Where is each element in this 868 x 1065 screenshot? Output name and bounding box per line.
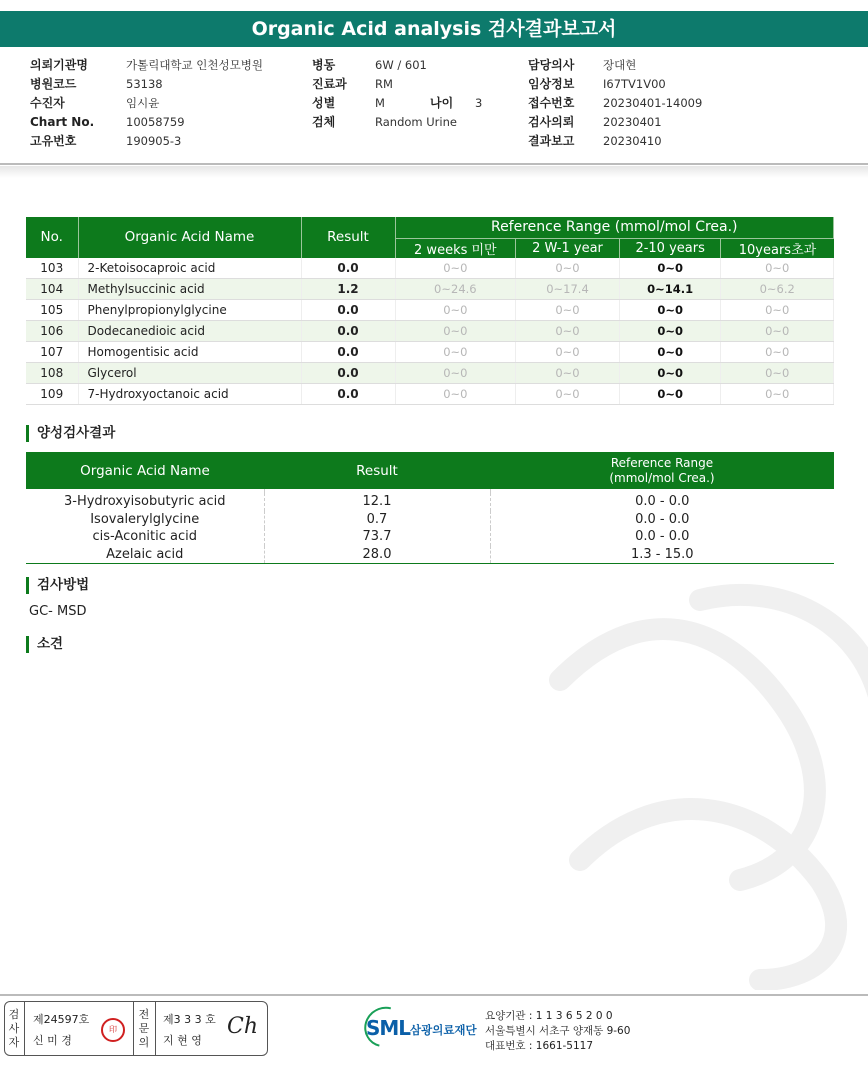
row-ref: 0~0 bbox=[721, 258, 834, 279]
row-ref: 0~0 bbox=[619, 321, 721, 342]
row-no: 104 bbox=[26, 279, 78, 300]
age-value: 3 bbox=[475, 96, 483, 110]
row-result: 1.2 bbox=[301, 279, 395, 300]
meta-row bbox=[528, 94, 703, 113]
meta-row bbox=[528, 75, 666, 94]
table-row bbox=[26, 528, 834, 546]
row-ref: 0~0 bbox=[619, 384, 721, 405]
row-ref: 0~0 bbox=[721, 363, 834, 384]
row-ref: 0~0 bbox=[721, 300, 834, 321]
section-opinion: 소견 bbox=[26, 636, 63, 653]
subheader-range: 2 weeks 미만 bbox=[395, 238, 516, 258]
col-header-name: Organic Acid Name bbox=[78, 217, 301, 258]
meta-label: 접수번호 bbox=[528, 96, 575, 110]
meta-column-2 bbox=[312, 56, 483, 132]
row-name: Methylsuccinic acid bbox=[78, 279, 301, 300]
meta-row bbox=[30, 94, 160, 113]
row-result: 0.0 bbox=[301, 384, 395, 405]
row-ref: 0~0 bbox=[516, 300, 620, 321]
meta-row bbox=[312, 56, 427, 75]
tester-label: 검 사 자 bbox=[8, 1008, 20, 1049]
meta-value: Random Urine bbox=[375, 115, 457, 129]
meta-row bbox=[30, 113, 185, 132]
col-header-reference-range: Reference Range (mmol/mol Crea.) bbox=[395, 217, 834, 238]
meta-label: 병동 bbox=[312, 58, 336, 72]
row-no: 108 bbox=[26, 363, 78, 384]
col-header-name: Organic Acid Name bbox=[26, 452, 264, 489]
row-ref: 0~0 bbox=[395, 258, 516, 279]
table-row bbox=[26, 258, 834, 279]
ref-header-line2: (mmol/mol Crea.) bbox=[609, 470, 715, 485]
meta-label: 수진자 bbox=[30, 96, 65, 110]
table-row bbox=[26, 384, 834, 405]
tester-license-no: 제24597호 bbox=[33, 1013, 90, 1026]
signature-box bbox=[4, 1001, 268, 1056]
table-row bbox=[26, 363, 834, 384]
table-row bbox=[26, 279, 834, 300]
meta-row bbox=[312, 113, 457, 132]
subheader-range: 10years초과 bbox=[721, 238, 834, 258]
row-no: 109 bbox=[26, 384, 78, 405]
meta-row bbox=[30, 132, 182, 151]
row-ref: 0~0 bbox=[516, 258, 620, 279]
row-result: 0.0 bbox=[301, 258, 395, 279]
row-ref: 0~0 bbox=[619, 363, 721, 384]
meta-value: 53138 bbox=[126, 77, 163, 91]
meta-value: 190905-3 bbox=[126, 134, 182, 148]
row-no: 105 bbox=[26, 300, 78, 321]
meta-value: RM bbox=[375, 77, 393, 91]
meta-label: Chart No. bbox=[30, 115, 95, 129]
table-row bbox=[26, 300, 834, 321]
table-row bbox=[26, 342, 834, 363]
row-ref: 0~0 bbox=[395, 363, 516, 384]
subheader-range: 2-10 years bbox=[619, 238, 721, 258]
row-result: 28.0 bbox=[264, 546, 490, 564]
meta-label: 병원코드 bbox=[30, 77, 77, 91]
meta-value: 20230401 bbox=[603, 115, 662, 129]
row-ref: 0~14.1 bbox=[619, 279, 721, 300]
organization-info bbox=[485, 1009, 630, 1054]
positive-results-table bbox=[26, 452, 834, 564]
info-line: 요양기관 : 1 1 3 6 5 2 0 0 bbox=[485, 1010, 613, 1022]
row-name: Dodecanedioic acid bbox=[78, 321, 301, 342]
row-result: 73.7 bbox=[264, 528, 490, 546]
row-ref: 0~0 bbox=[619, 300, 721, 321]
specialist-name: 지 현 영 bbox=[163, 1034, 202, 1047]
method-value: GC- MSD bbox=[29, 604, 87, 619]
row-result: 0.0 bbox=[301, 363, 395, 384]
meta-value: 가톨릭대학교 인천성모병원 bbox=[126, 58, 263, 72]
row-ref: 0~0 bbox=[395, 384, 516, 405]
row-ref: 1.3 - 15.0 bbox=[490, 546, 834, 564]
col-header-reference-range bbox=[490, 452, 834, 489]
col-header-result: Result bbox=[301, 217, 395, 258]
specialist-signature: Ch bbox=[227, 1014, 259, 1039]
row-result: 0.7 bbox=[264, 511, 490, 529]
row-result: 0.0 bbox=[301, 342, 395, 363]
meta-label: 검사의뢰 bbox=[528, 115, 575, 129]
meta-value: M bbox=[375, 96, 385, 110]
row-result: 12.1 bbox=[264, 493, 490, 511]
row-ref: 0~0 bbox=[516, 384, 620, 405]
meta-value: 20230401-14009 bbox=[603, 96, 703, 110]
section-method: 검사방법 bbox=[26, 577, 89, 594]
meta-label: 결과보고 bbox=[528, 134, 575, 148]
age-label: 나이 bbox=[430, 96, 454, 110]
info-line: 대표번호 : 1661-5117 bbox=[485, 1040, 594, 1052]
table-row bbox=[26, 493, 834, 511]
row-ref: 0~0 bbox=[721, 342, 834, 363]
row-ref: 0~0 bbox=[395, 321, 516, 342]
header-divider bbox=[0, 163, 868, 165]
divider bbox=[155, 1002, 156, 1055]
section-positive-results: 양성검사결과 bbox=[26, 425, 115, 442]
row-name: Isovalerylglycine bbox=[26, 511, 264, 529]
meta-label: 성별 bbox=[312, 96, 336, 110]
row-ref: 0~0 bbox=[516, 342, 620, 363]
row-ref: 0~0 bbox=[721, 384, 834, 405]
table-row bbox=[26, 546, 834, 564]
row-ref: 0~0 bbox=[516, 321, 620, 342]
row-ref: 0~6.2 bbox=[721, 279, 834, 300]
row-ref: 0~0 bbox=[516, 363, 620, 384]
row-ref: 0.0 - 0.0 bbox=[635, 511, 690, 527]
reference-results-table bbox=[26, 217, 834, 405]
row-name: Glycerol bbox=[78, 363, 301, 384]
divider bbox=[24, 1002, 25, 1055]
row-ref: 0~0 bbox=[395, 342, 516, 363]
meta-value: 장대현 bbox=[603, 58, 637, 72]
meta-label: 고유번호 bbox=[30, 134, 77, 148]
meta-value: I67TV1V00 bbox=[603, 77, 666, 91]
row-name: Azelaic acid bbox=[26, 546, 264, 564]
meta-row bbox=[528, 132, 662, 151]
specialist-label: 전 문 의 bbox=[138, 1008, 150, 1049]
ref-header-line1: Reference Range bbox=[610, 455, 714, 470]
meta-row bbox=[528, 113, 662, 132]
meta-label: 담당의사 bbox=[528, 58, 575, 72]
header-shadow bbox=[0, 166, 868, 178]
tester-name: 신 미 경 bbox=[33, 1034, 72, 1047]
meta-value: 10058759 bbox=[126, 115, 185, 129]
row-ref: 0~0 bbox=[619, 258, 721, 279]
row-result: 0.0 bbox=[301, 300, 395, 321]
table-row bbox=[26, 511, 834, 529]
meta-row bbox=[30, 75, 163, 94]
organization-name: 삼광의료재단 bbox=[410, 1023, 477, 1037]
watermark-logo bbox=[520, 560, 868, 990]
meta-row bbox=[312, 94, 483, 113]
row-ref: 0~24.6 bbox=[395, 279, 516, 300]
meta-row bbox=[528, 56, 637, 75]
row-result: 0.0 bbox=[301, 321, 395, 342]
subheader-range: 2 W-1 year bbox=[516, 238, 620, 258]
row-name: Homogentisic acid bbox=[78, 342, 301, 363]
row-ref: 0.0 - 0.0 bbox=[635, 494, 690, 510]
row-ref: 0~0 bbox=[721, 321, 834, 342]
meta-value: 20230410 bbox=[603, 134, 662, 148]
meta-value: 6W / 601 bbox=[375, 58, 427, 72]
row-name: 2-Ketoisocaproic acid bbox=[78, 258, 301, 279]
specialist-license-no: 제3 3 3 호 bbox=[163, 1013, 216, 1026]
table-row bbox=[26, 321, 834, 342]
row-ref: 0~17.4 bbox=[516, 279, 620, 300]
row-ref: 0~0 bbox=[395, 300, 516, 321]
meta-row bbox=[312, 75, 393, 94]
row-no: 107 bbox=[26, 342, 78, 363]
sml-logo: SML bbox=[366, 1016, 411, 1040]
divider bbox=[133, 1002, 134, 1055]
report-title: Organic Acid analysis 검사결과보고서 bbox=[0, 11, 868, 47]
row-no: 106 bbox=[26, 321, 78, 342]
meta-label: 임상정보 bbox=[528, 77, 575, 91]
row-ref: 0~0 bbox=[619, 342, 721, 363]
row-name: 7-Hydroxyoctanoic acid bbox=[78, 384, 301, 405]
col-header-result: Result bbox=[264, 452, 490, 489]
meta-label: 검체 bbox=[312, 115, 336, 129]
meta-value: 임시윤 bbox=[126, 96, 160, 110]
col-header-no: No. bbox=[26, 217, 78, 258]
info-line: 서울특별시 서초구 양재동 9-60 bbox=[485, 1025, 631, 1037]
meta-row bbox=[30, 56, 263, 75]
footer-divider bbox=[0, 994, 868, 996]
meta-column-1 bbox=[30, 56, 263, 151]
row-name: 3-Hydroxyisobutyric acid bbox=[26, 493, 264, 511]
meta-column-3 bbox=[528, 56, 703, 151]
row-name: Phenylpropionylglycine bbox=[78, 300, 301, 321]
row-ref: 0.0 - 0.0 bbox=[635, 529, 690, 545]
meta-label: 진료과 bbox=[312, 77, 347, 91]
row-name: cis-Aconitic acid bbox=[26, 528, 264, 546]
row-no: 103 bbox=[26, 258, 78, 279]
tester-seal-icon: 印 bbox=[101, 1018, 125, 1042]
meta-label: 의뢰기관명 bbox=[30, 58, 88, 72]
